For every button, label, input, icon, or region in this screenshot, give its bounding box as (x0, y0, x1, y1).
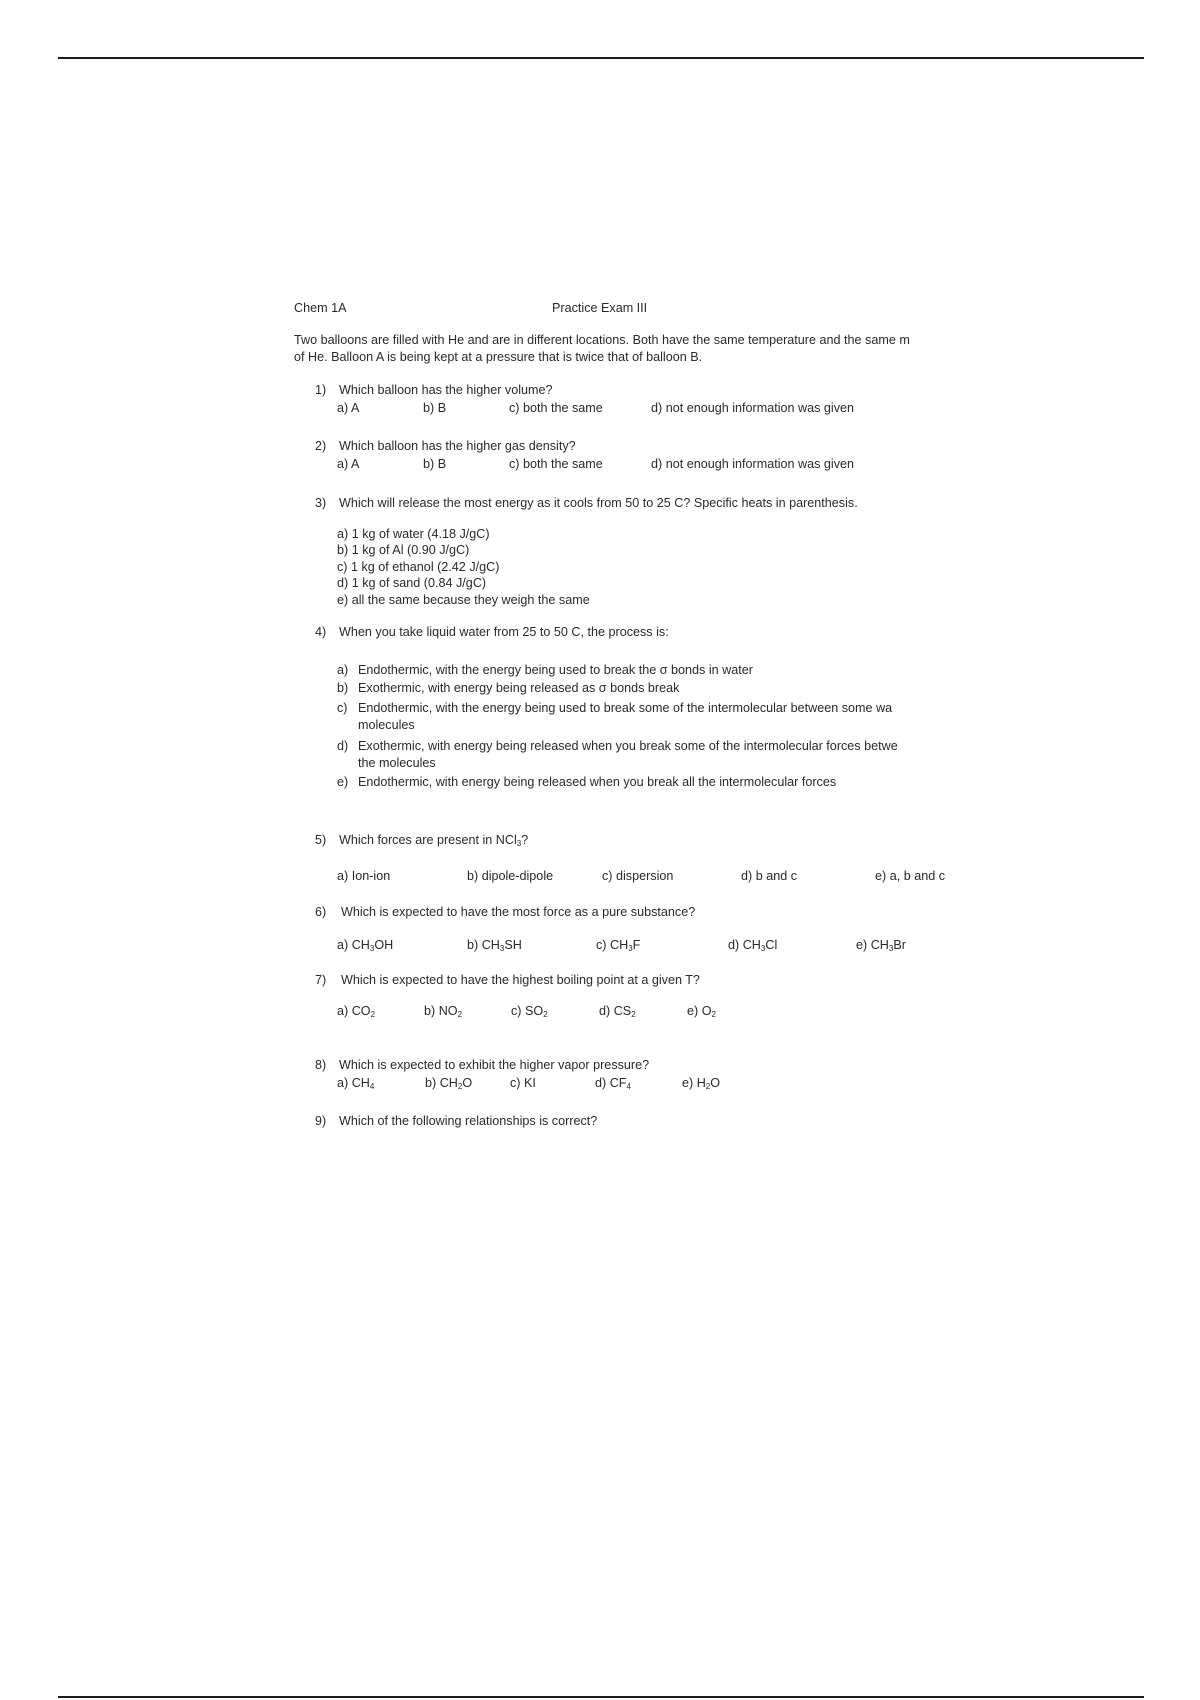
top-rule (58, 57, 1144, 59)
option-c (511, 1003, 548, 1020)
option-d-main: d) CH (728, 938, 761, 952)
option-b (424, 1003, 462, 1020)
question-text (339, 832, 528, 849)
question-text: Which is expected to have the most force as a pure substance? (341, 905, 696, 919)
option-a (337, 1075, 374, 1092)
option-b: b) dipole-dipole (467, 869, 554, 883)
option-c: c) KI (510, 1076, 536, 1090)
exam-title: Practice Exam III (552, 301, 648, 315)
subscript: 2 (370, 1010, 376, 1019)
option-e-end: Br (893, 938, 906, 952)
subscript: 4 (626, 1082, 631, 1091)
option-d (599, 1003, 636, 1020)
question-text: When you take liquid water from 25 to 50 C, the process is: (339, 625, 669, 639)
intro-line-1: Two balloons are filled with He and are in different locations. Both have the same temperature and the same m (294, 333, 910, 347)
bottom-rule (58, 1696, 1144, 1698)
option-e-main: e) H (682, 1076, 706, 1090)
question-text: Which balloon has the higher gas density? (339, 439, 576, 453)
option-b-letter: b) (337, 681, 349, 695)
option-a: a) A (337, 401, 360, 415)
intro-line-2: of He. Balloon A is being kept at a pressure that is twice that of balloon B. (294, 349, 703, 364)
subscript: 2 (711, 1010, 716, 1019)
option-b: Exothermic, with energy being released as σ bonds break (358, 681, 680, 695)
option-d (595, 1075, 631, 1092)
option-e: Endothermic, with energy being released when you break all the intermolecular forces (358, 775, 837, 789)
option-c-main: c) SO (511, 1004, 544, 1018)
question-text: Which is expected to exhibit the higher vapor pressure? (339, 1058, 650, 1072)
option-a: a) 1 kg of water (4.18 J/gC) (337, 527, 490, 541)
option-d-letter: d) (337, 739, 349, 753)
option-e-letter: e) (337, 775, 349, 789)
subscript: 4 (369, 1082, 375, 1091)
option-b-end: O (462, 1076, 473, 1090)
subscript: 3 (888, 944, 894, 953)
option-e-main: e) O (687, 1004, 712, 1018)
option-a-end: OH (374, 938, 394, 952)
question-number: 5) (315, 833, 327, 847)
option-c: c) 1 kg of ethanol (2.42 J/gC) (337, 560, 500, 574)
course-name: Chem 1A (294, 301, 347, 315)
question-number: 8) (315, 1058, 327, 1072)
option-a-letter: a) (337, 663, 349, 677)
option-a: Endothermic, with the energy being used to break the σ bonds in water (358, 663, 753, 677)
option-e (682, 1075, 720, 1092)
option-d-main: d) CS (599, 1004, 632, 1018)
question-text-end: ? (521, 833, 529, 847)
option-c: c) both the same (509, 457, 603, 471)
option-c: Endothermic, with the energy being used to break some of the intermolecular between some wa (358, 701, 893, 715)
option-e-main: e) CH (856, 938, 889, 952)
question-number: 6) (315, 905, 327, 919)
option-c-continued: molecules (358, 718, 415, 732)
question-number: 7) (315, 973, 327, 987)
option-e (687, 1003, 716, 1020)
subscript: 2 (457, 1082, 463, 1091)
question-text: Which will release the most energy as it cools from 50 to 25 C? Specific heats in parenthesis. (339, 496, 858, 510)
exam-page (294, 296, 984, 1136)
option-a: a) A (337, 457, 360, 471)
question-number: 9) (315, 1114, 327, 1128)
subscript: 3 (499, 944, 505, 953)
option-b-main: b) CH (425, 1076, 458, 1090)
option-d: Exothermic, with energy being released when you break some of the intermolecular forces betwe (358, 739, 898, 753)
option-a-main: a) CH (337, 938, 370, 952)
option-d: d) not enough information was given (651, 457, 855, 471)
option-e: e) a, b and c (875, 869, 946, 883)
option-b (425, 1075, 472, 1092)
option-e: e) all the same because they weigh the same (337, 593, 590, 607)
option-a: a) Ion-ion (337, 869, 391, 883)
option-e-end: O (710, 1076, 721, 1090)
option-b-end: SH (504, 938, 522, 952)
option-d-continued: the molecules (358, 756, 436, 770)
subscript: 2 (543, 1010, 548, 1019)
option-b (467, 937, 522, 954)
option-c (596, 937, 640, 954)
option-e (856, 937, 906, 954)
option-d-end: Cl (765, 938, 778, 952)
option-d-main: d) CF (595, 1076, 627, 1090)
intro-paragraph (294, 332, 984, 365)
option-c-main: c) CH (596, 938, 629, 952)
subscript: 2 (631, 1010, 636, 1019)
option-c-letter: c) (337, 701, 348, 715)
option-b: b) B (423, 457, 447, 471)
option-d (728, 937, 777, 954)
option-c-end: F (632, 938, 641, 952)
question-text: Which is expected to have the highest boiling point at a given T? (341, 973, 700, 987)
subscript: 3 (628, 944, 633, 953)
option-c: c) dispersion (602, 869, 674, 883)
question-number: 4) (315, 625, 327, 639)
option-b: b) 1 kg of Al (0.90 J/gC) (337, 543, 470, 557)
subscript: 3 (516, 839, 522, 848)
subscript: 2 (457, 1010, 463, 1019)
subscript: 3 (369, 944, 375, 953)
option-a-main: a) CH (337, 1076, 370, 1090)
option-a (337, 937, 393, 954)
option-b: b) B (423, 401, 447, 415)
question-text: Which balloon has the higher volume? (339, 383, 553, 397)
option-d: d) b and c (741, 869, 798, 883)
question-text: Which of the following relationships is correct? (339, 1114, 598, 1128)
option-c: c) both the same (509, 401, 603, 415)
option-b-main: b) CH (467, 938, 500, 952)
subscript: 2 (705, 1082, 711, 1091)
question-number: 1) (315, 383, 327, 397)
option-a (337, 1003, 375, 1020)
question-number: 3) (315, 496, 327, 510)
option-d: d) 1 kg of sand (0.84 J/gC) (337, 576, 487, 590)
question-number: 2) (315, 439, 327, 453)
subscript: 3 (760, 944, 766, 953)
question-text-main: Which forces are present in NCl (339, 833, 517, 847)
option-a-main: a) CO (337, 1004, 371, 1018)
option-d: d) not enough information was given (651, 401, 855, 415)
option-b-main: b) NO (424, 1004, 458, 1018)
